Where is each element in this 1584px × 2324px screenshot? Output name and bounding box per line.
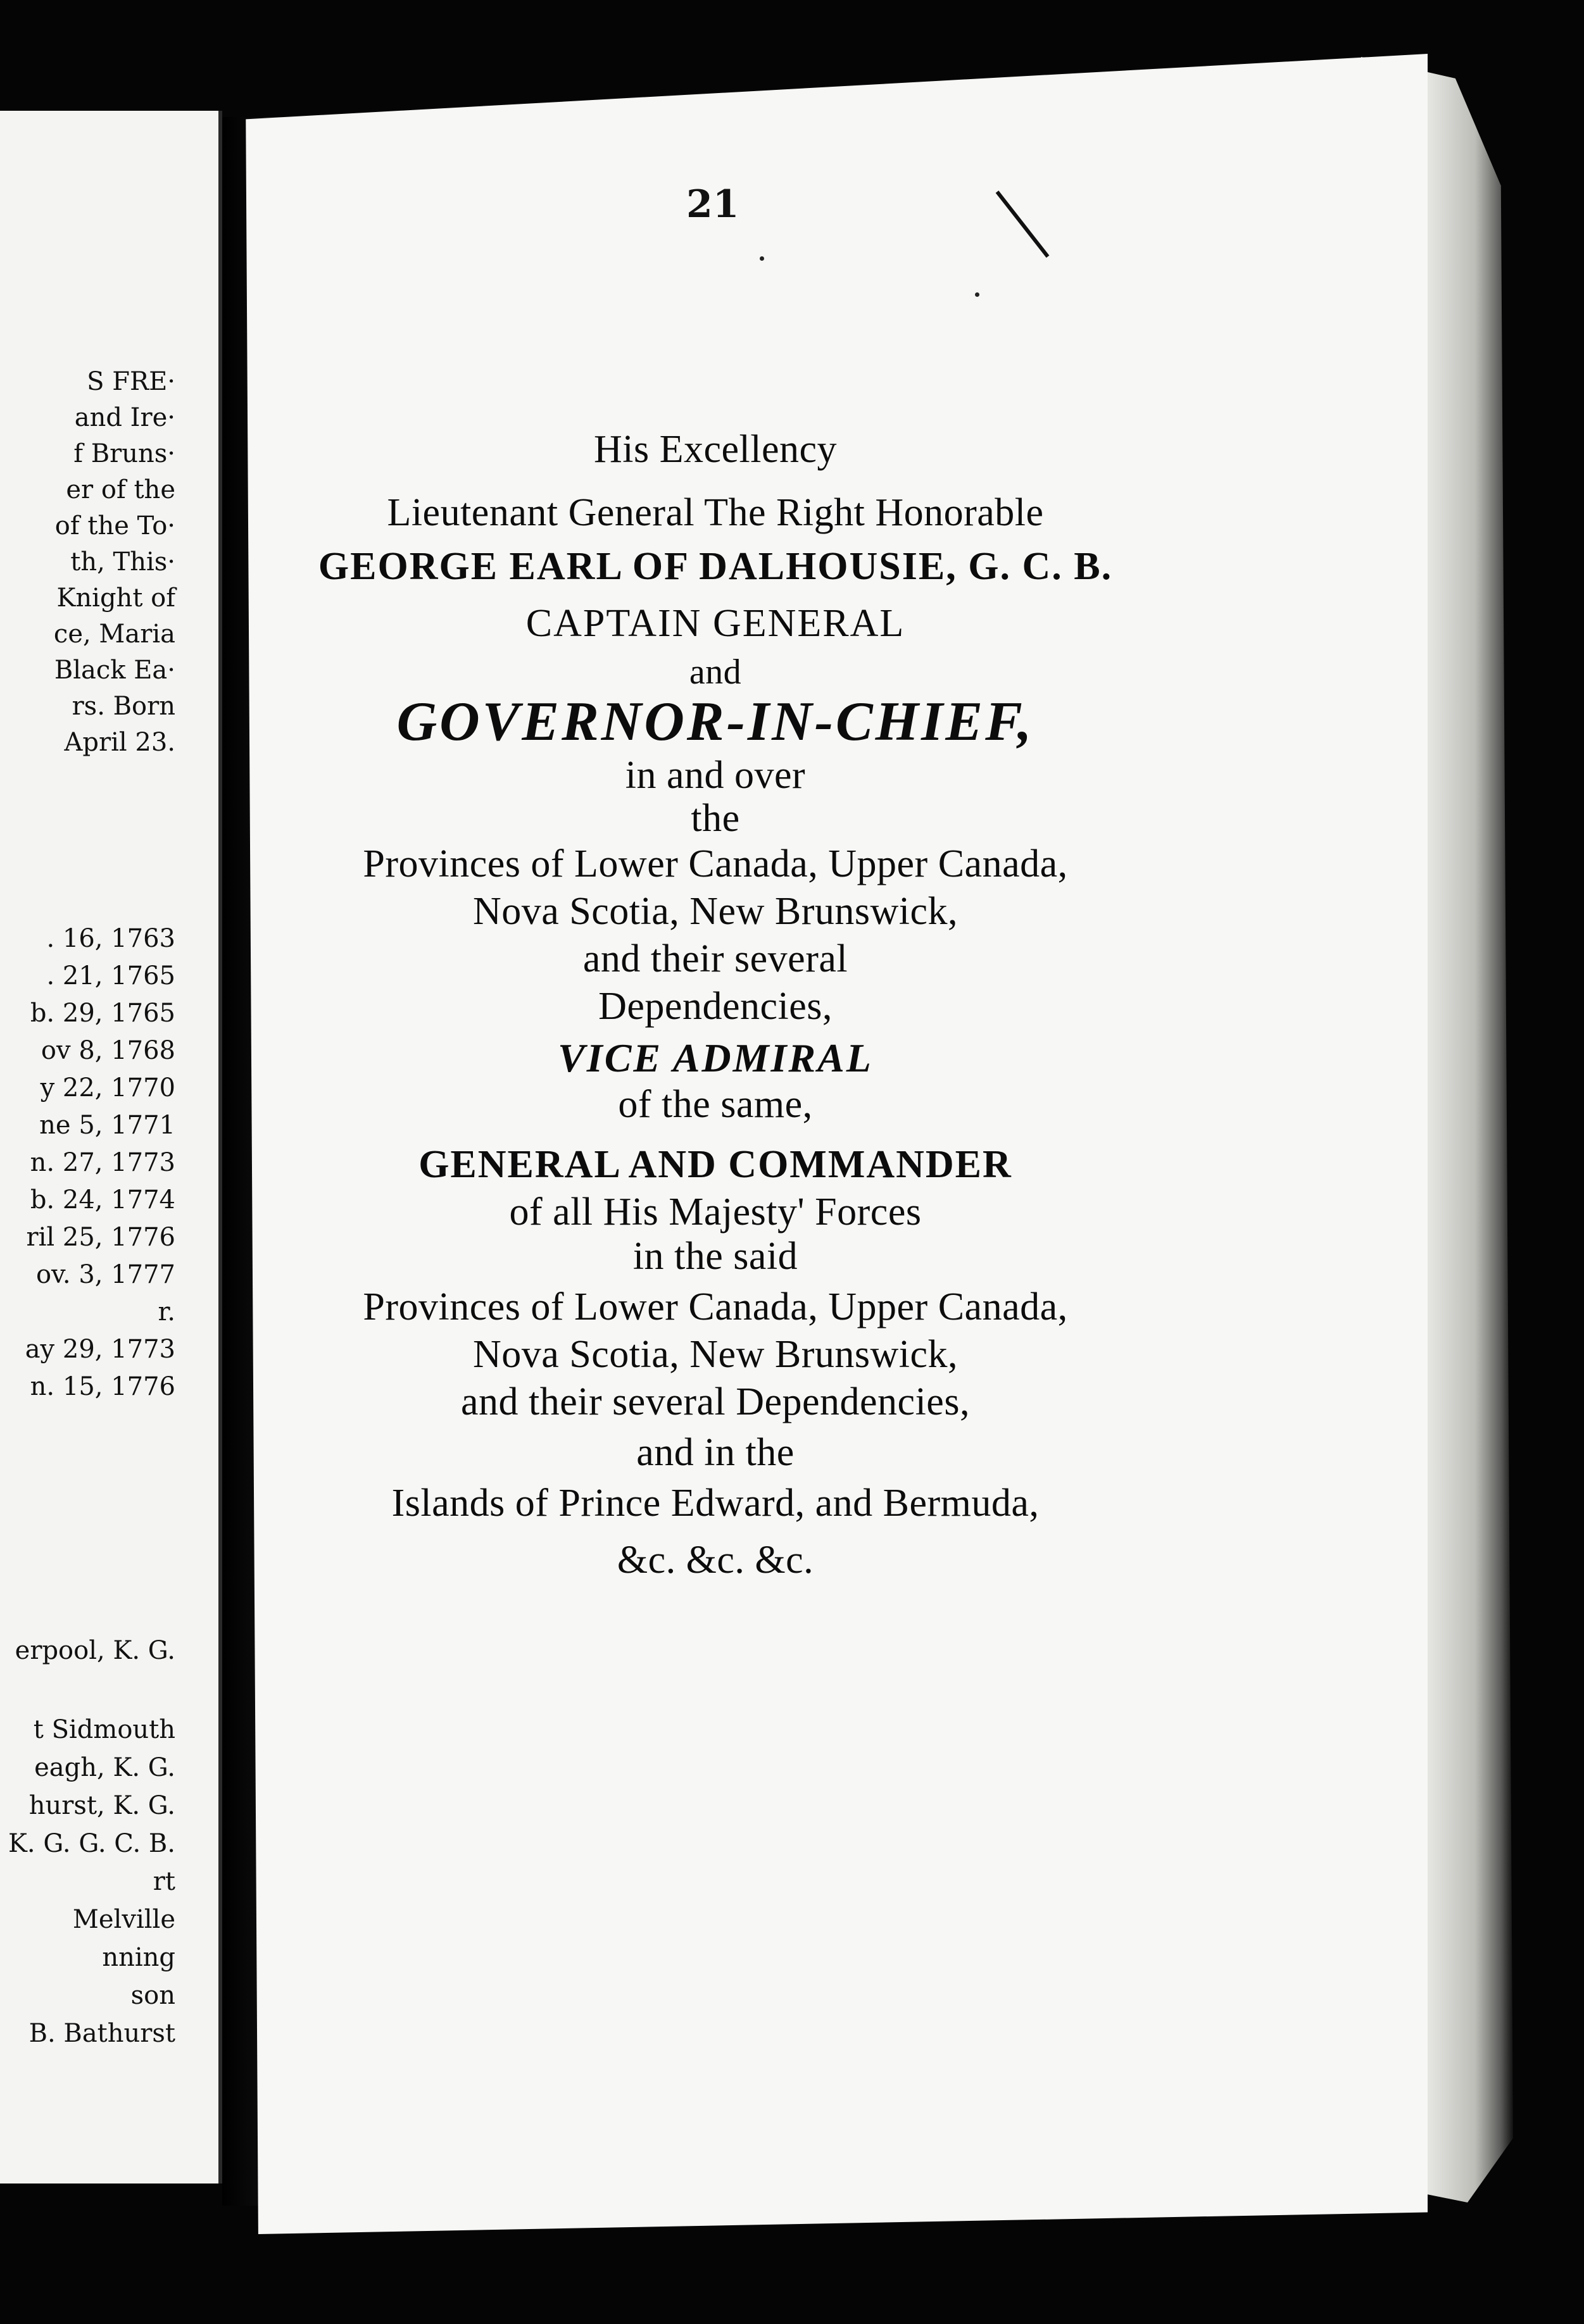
- left-page-line: rt: [153, 1867, 175, 1896]
- text-line: Nova Scotia, New Brunswick,: [473, 890, 958, 933]
- left-page-line: Melville: [72, 1905, 175, 1934]
- text-line-name: GEORGE EARL OF DALHOUSIE, G. C. B.: [318, 545, 1113, 588]
- text-line: and in the: [636, 1431, 795, 1474]
- text-line: Provinces of Lower Canada, Upper Canada,: [363, 1285, 1068, 1328]
- text-line: Islands of Prince Edward, and Bermuda,: [391, 1482, 1040, 1525]
- text-line: Nova Scotia, New Brunswick,: [473, 1333, 958, 1376]
- left-page-line: . 21, 1765: [46, 961, 175, 990]
- left-page-line: er of the: [66, 475, 175, 504]
- left-page-line: hurst, K. G.: [28, 1791, 175, 1820]
- text-line: the: [691, 797, 740, 840]
- text-line: Provinces of Lower Canada, Upper Canada,: [363, 842, 1068, 885]
- page-number: 21: [686, 182, 739, 227]
- left-page-line: nning: [102, 1943, 175, 1972]
- left-page-line: ce, Maria: [53, 620, 175, 649]
- text-line-commander: GENERAL AND COMMANDER: [418, 1143, 1012, 1186]
- left-page-line: f Bruns·: [73, 439, 175, 468]
- left-page-line: eagh, K. G.: [34, 1753, 175, 1782]
- left-page-line: th, This·: [70, 547, 175, 577]
- text-line: and their several Dependencies,: [461, 1380, 970, 1423]
- text-line: in the said: [632, 1235, 798, 1278]
- text-line-vice-admiral: VICE ADMIRAL: [558, 1035, 873, 1080]
- left-page-line: April 23.: [64, 728, 175, 757]
- ink-speck: [760, 256, 764, 261]
- left-page-line: n. 27, 1773: [30, 1148, 175, 1177]
- ink-speck: [975, 292, 979, 297]
- text-line-governor: GOVERNOR-IN-CHIEF,: [396, 691, 1034, 753]
- text-line: and: [689, 653, 742, 692]
- left-page-line: b. 29, 1765: [30, 999, 175, 1028]
- left-page-line: b. 24, 1774: [30, 1185, 175, 1215]
- left-page-line: rs. Born: [72, 692, 175, 721]
- left-page-line: n. 15, 1776: [30, 1372, 175, 1401]
- left-page-fragment: [0, 111, 222, 2183]
- text-line: &c. &c. &c.: [617, 1539, 814, 1582]
- text-line: His Excellency: [593, 428, 838, 471]
- left-page-line: S FRE·: [87, 367, 175, 396]
- left-page-line: ne 5, 1771: [39, 1111, 175, 1140]
- left-page-line: ay 29, 1773: [25, 1335, 175, 1364]
- text-line: Lieutenant General The Right Honorable: [387, 491, 1044, 534]
- left-page-line: ov. 3, 1777: [35, 1260, 175, 1289]
- left-page-line: B. Bathurst: [28, 2019, 175, 2048]
- text-line: of the same,: [618, 1083, 813, 1126]
- left-page-line: of the To·: [54, 511, 175, 540]
- left-page-line: son: [130, 1981, 175, 2010]
- left-page-line: and Ire·: [74, 403, 175, 432]
- left-page-line: . 16, 1763: [46, 924, 175, 953]
- text-line: of all His Majesty' Forces: [509, 1190, 922, 1234]
- left-page-line: erpool, K. G.: [15, 1636, 175, 1665]
- left-page-line: Black Ea·: [54, 656, 175, 685]
- text-line: and their several: [582, 937, 848, 980]
- text-line: in and over: [625, 754, 806, 797]
- text-line: Dependencies,: [598, 985, 833, 1028]
- left-page-line: y 22, 1770: [40, 1073, 175, 1103]
- left-page-line: t Sidmouth: [33, 1715, 175, 1744]
- left-page-line: K. G. G. C. B.: [8, 1829, 175, 1858]
- left-page-line: r.: [158, 1297, 175, 1327]
- left-page-line: ov 8, 1768: [41, 1036, 175, 1065]
- text-line-title: CAPTAIN GENERAL: [525, 602, 905, 645]
- left-page-line: Knight of: [56, 584, 175, 613]
- left-page-line: ril 25, 1776: [26, 1223, 175, 1252]
